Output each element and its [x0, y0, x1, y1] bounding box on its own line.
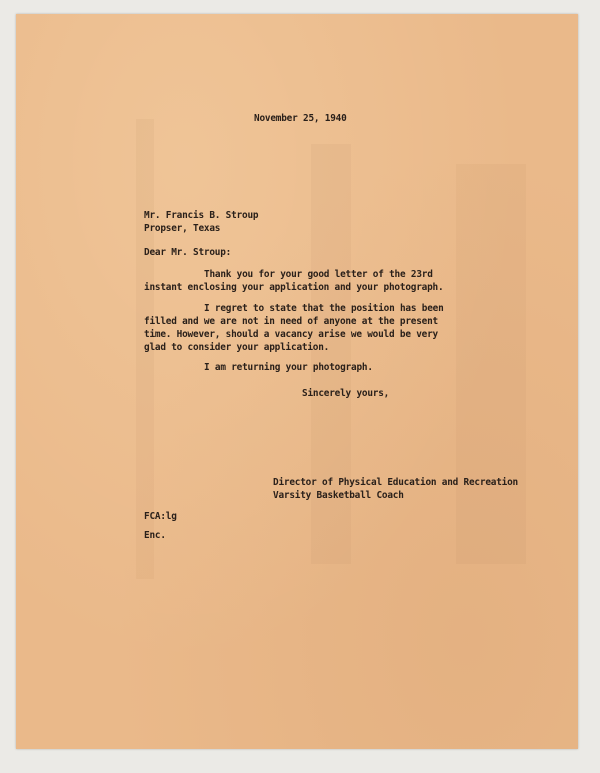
body-line: I regret to state that the position has been [204, 303, 444, 314]
body-line: Thank you for your good letter of the 23rd [204, 269, 433, 280]
recipient-city: Propser, Texas [144, 223, 221, 234]
enclosure-note: Enc. [144, 530, 166, 541]
body-line: glad to consider your application. [144, 342, 330, 353]
letter-page [16, 14, 578, 749]
letter-date: November 25, 1940 [254, 113, 347, 124]
body-line: instant enclosing your application and your photograph. [144, 282, 444, 293]
recipient-name: Mr. Francis B. Stroup [144, 210, 259, 221]
body-line: time. However, should a vacancy arise we would be very [144, 329, 438, 340]
salutation: Dear Mr. Stroup: [144, 247, 232, 258]
signature-title: Director of Physical Education and Recreation [273, 477, 518, 488]
signature-title: Varsity Basketball Coach [273, 490, 404, 501]
body-line: filled and we are not in need of anyone at the present [144, 316, 438, 327]
body-line: I am returning your photograph. [204, 362, 373, 373]
closing: Sincerely yours, [302, 388, 390, 399]
paper-show-through [456, 164, 526, 564]
typist-initials: FCA:lg [144, 511, 177, 522]
